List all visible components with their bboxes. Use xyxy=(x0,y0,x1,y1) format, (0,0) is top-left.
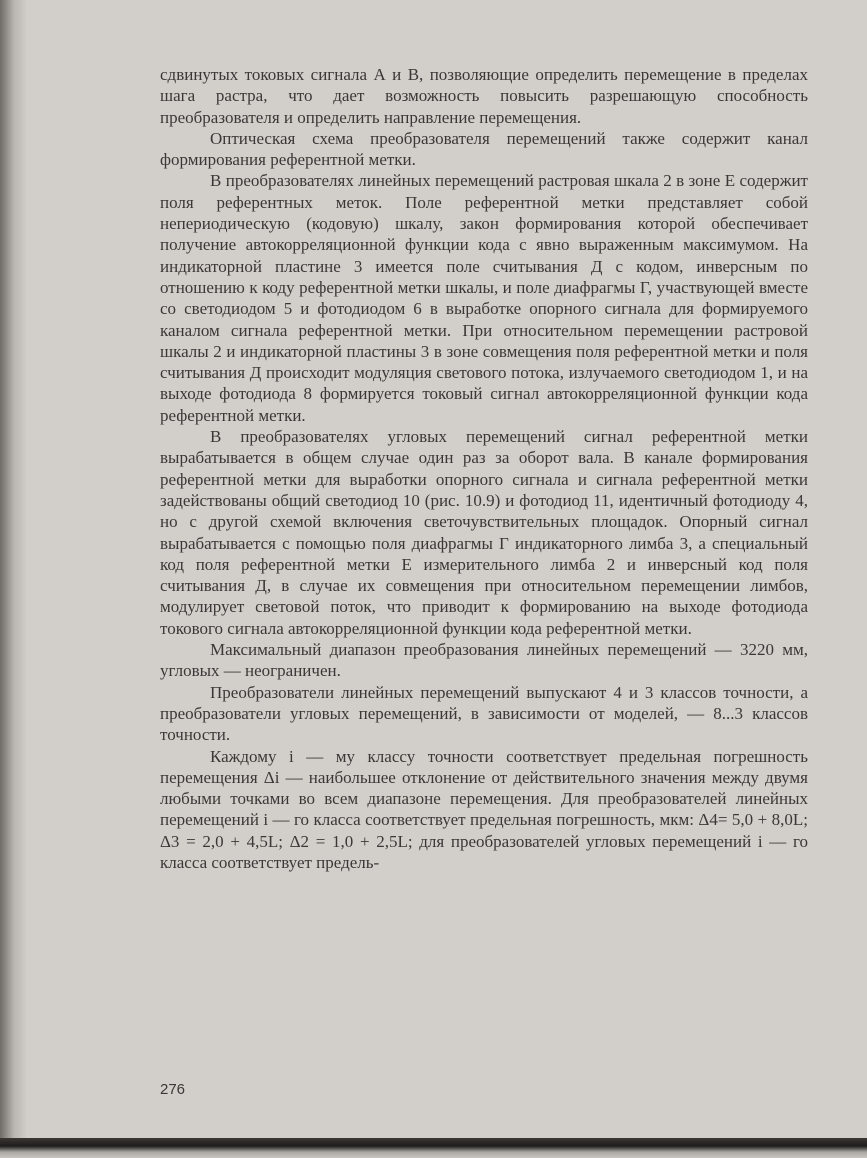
paragraph-2: Оптическая схема преобразователя перемещений также содержит канал формирования референтной метки. xyxy=(160,128,808,170)
paragraph-3: В преобразователях линейных перемещений растровая шкала 2 в зоне Е содержит поля референтных меток. Поле референтной метки представляет собой непериодическую (кодовую) шкалу, закон формирования которой обеспечивает получение автокорреляционной функции кода с явно выраженным максимумом. На индикаторной пластине 3 имеется поле считывания Д с кодом, инверсным по отношению к коду референтной метки шкалы, и поле диафрагмы Г, участвующей вместе со светодиодом 5 и фотодиодом 6 в выработке опорного сигнала для формируемого каналом сигнала референтной метки. При относительном перемещении растровой шкалы 2 и индикаторной пластины 3 в зоне совмещения поля референтной метки и поля считывания Д происходит модуляция светового потока, излучаемого светодиодом 1, и на выходе фотодиода 8 формируется токовый сигнал автокорреляционной функции кода референтной метки. xyxy=(160,171,808,425)
page-bottom-edge xyxy=(0,1138,867,1158)
paragraph-5: Максимальный диапазон преобразования линейных перемещений — 3220 мм, угловых — неограничен. xyxy=(160,640,808,681)
body-text xyxy=(160,64,808,873)
paragraph-1: сдвинутых токовых сигнала А и В, позволяющие определить перемещение в пределах шага растра, что дает возможность повысить разрешающую способность преобразователя и определить направление перемещения. xyxy=(160,65,808,127)
paragraph-4: В преобразователях угловых перемещений сигнал референтной метки вырабатывается в общем случае один раз за оборот вала. В канале формирования референтной метки для выработки опорного сигнала и сигнала референтной метки задействованы общий светодиод 10 (рис. 10.9) и фотодиод 11, идентичный фотодиоду 4, но с другой схемой включения светочувствительных площадок. Опорный сигнал вырабатывается с помощью поля диафрагмы Г индикаторного лимба 3, а специальный код поля референтной метки Е измерительного лимба 2 и инверсный код поля считывания Д, в случае их совмещения при относительном перемещении лимбов, модулирует световой поток, что приводит к формированию на выходе фотодиода токового сигнала автокорреляционной функции кода референтной метки. xyxy=(160,427,808,638)
paragraph-7: Каждому i — му классу точности соответствует предельная погрешность перемещения Δi — наибольшее отклонение от действительного значения между двумя любыми точками во всем диапазоне перемещения. Для преобразователей линейных перемещений i — го класса соответствует предельная погрешность, мкм: Δ4= 5,0 + 8,0L; Δ3 = 2,0 + 4,5L; Δ2 = 1,0 + 2,5L; для преобразователей угловых перемещений i — го класса соответствует предель- xyxy=(160,746,808,872)
book-spine-shadow xyxy=(0,0,26,1158)
paragraph-6: Преобразователи линейных перемещений выпускают 4 и 3 классов точности, а преобразователи угловых перемещений, в зависимости от моделей, — 8...3 классов точности. xyxy=(160,682,808,745)
page-number: 276 xyxy=(160,1081,186,1098)
